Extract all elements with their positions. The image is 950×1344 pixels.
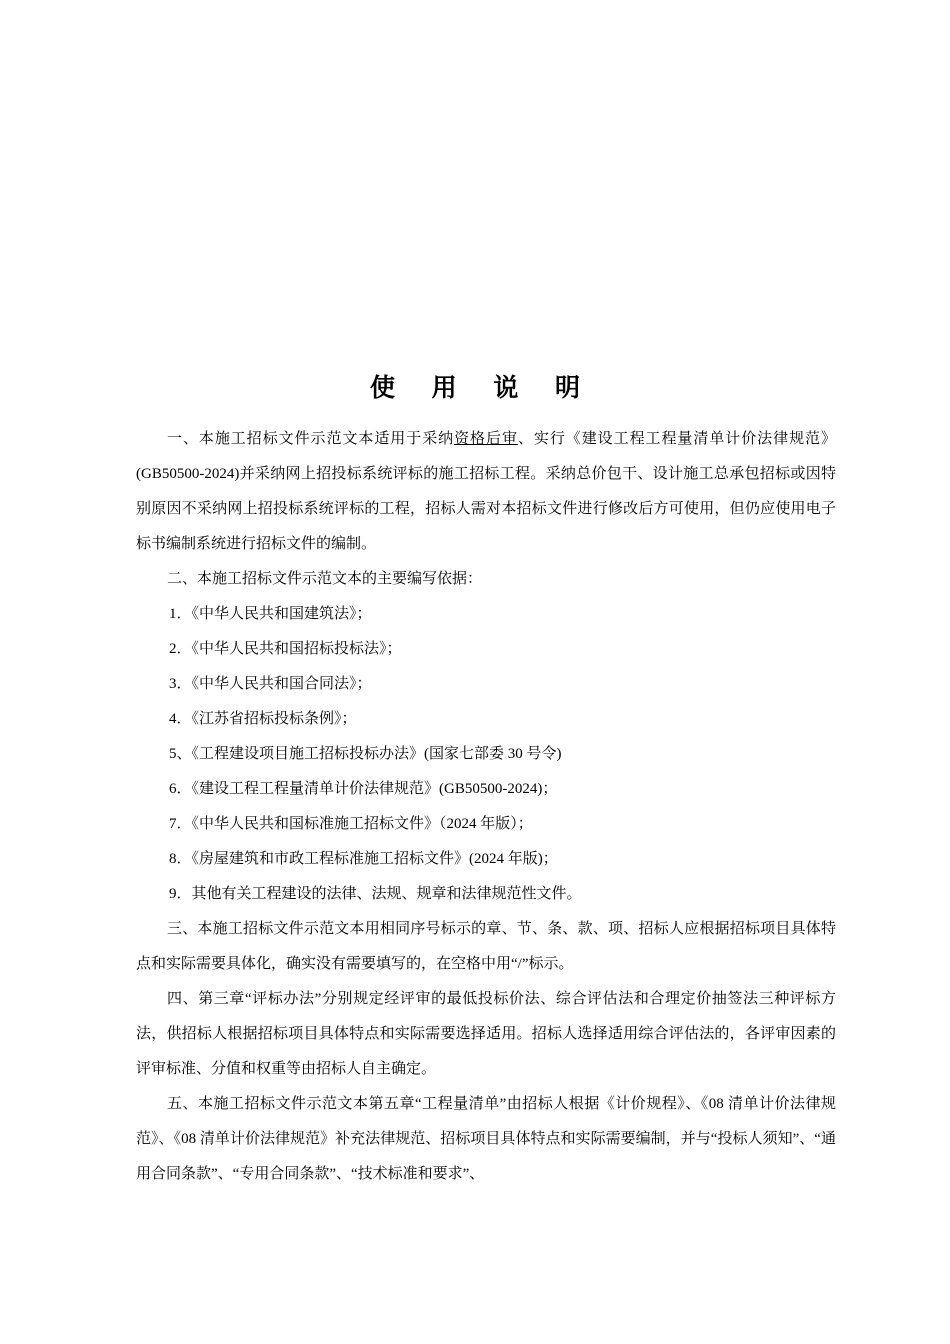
basis-list — [136, 597, 836, 912]
paragraph-2: 二、本施工招标文件示范文本的主要编写依据： — [167, 571, 483, 587]
page-title: 使 用 说 明 — [369, 373, 595, 402]
basis-item: 5、《工程建设项目施工招标投标办法》(国家七部委 30 号令) — [169, 746, 562, 762]
basis-item: 7．《中华人民共和国标准施工招标文件》（2024 年版）； — [169, 816, 533, 832]
paragraph-1-rest: 、实行《建设工程工程量清单计价法律规范》(GB50500-2024)并采纳网上招投标系统评标的施工招标工程。采纳总价包干、设计施工总承包招标或因特别原因不采纳网上招投标系统评标的工程，招标人需对本招标文件进行修改后方可使用，但仍应使用电子标书编制系统进行招标文件的编制。 — [136, 431, 836, 552]
underlined-term: 资格后审 — [454, 431, 518, 447]
paragraph-4: 四、第三章“评标办法”分别规定经评审的最低投标价法、综合评估法和合理定价抽签法三种评标方法，供招标人根据招标项目具体特点和实际需要选择适用。招标人选择适用综合评估法的，各评审因素的评审标准、分值和权重等由招标人自主确定。 — [136, 991, 836, 1077]
document-body — [136, 422, 836, 1192]
paragraph-1-start: 一、本施工招标文件示范文本适用于采纳 — [167, 431, 455, 447]
basis-item: 1．《中华人民共和国建筑法》； — [169, 606, 372, 622]
paragraph-5: 五、本施工招标文件示范文本第五章“工程量清单”由招标人根据《计价规程》、《08 清单计价法律规范》、《08 清单计价法律规范》补充法律规范、招标项目具体特点和实际需要编制，并与“投标人须知”、“通用合同条款”、“专用合同条款”、“技术标准和要求”、 — [136, 1096, 836, 1182]
basis-item: 6．《建设工程工程量清单计价法律规范》(GB50500-2024)； — [169, 781, 558, 797]
basis-item: 8．《房屋建筑和市政工程标准施工招标文件》(2024 年版)； — [169, 851, 558, 867]
basis-item: 2．《中华人民共和国招标投标法》； — [169, 641, 402, 657]
paragraph-3: 三、本施工招标文件示范文本用相同序号标示的章、节、条、款、项、招标人应根据招标项目具体特点和实际需要具体化，确实没有需要填写的，在空格中用“/”标示。 — [136, 921, 836, 972]
basis-item: 9．其他有关工程建设的法律、法规、规章和法律规范性文件。 — [169, 886, 582, 902]
paragraph-1 — [136, 422, 836, 562]
basis-item: 3．《中华人民共和国合同法》； — [169, 676, 372, 692]
basis-item: 4．《江苏省招标投标条例》； — [169, 711, 357, 727]
